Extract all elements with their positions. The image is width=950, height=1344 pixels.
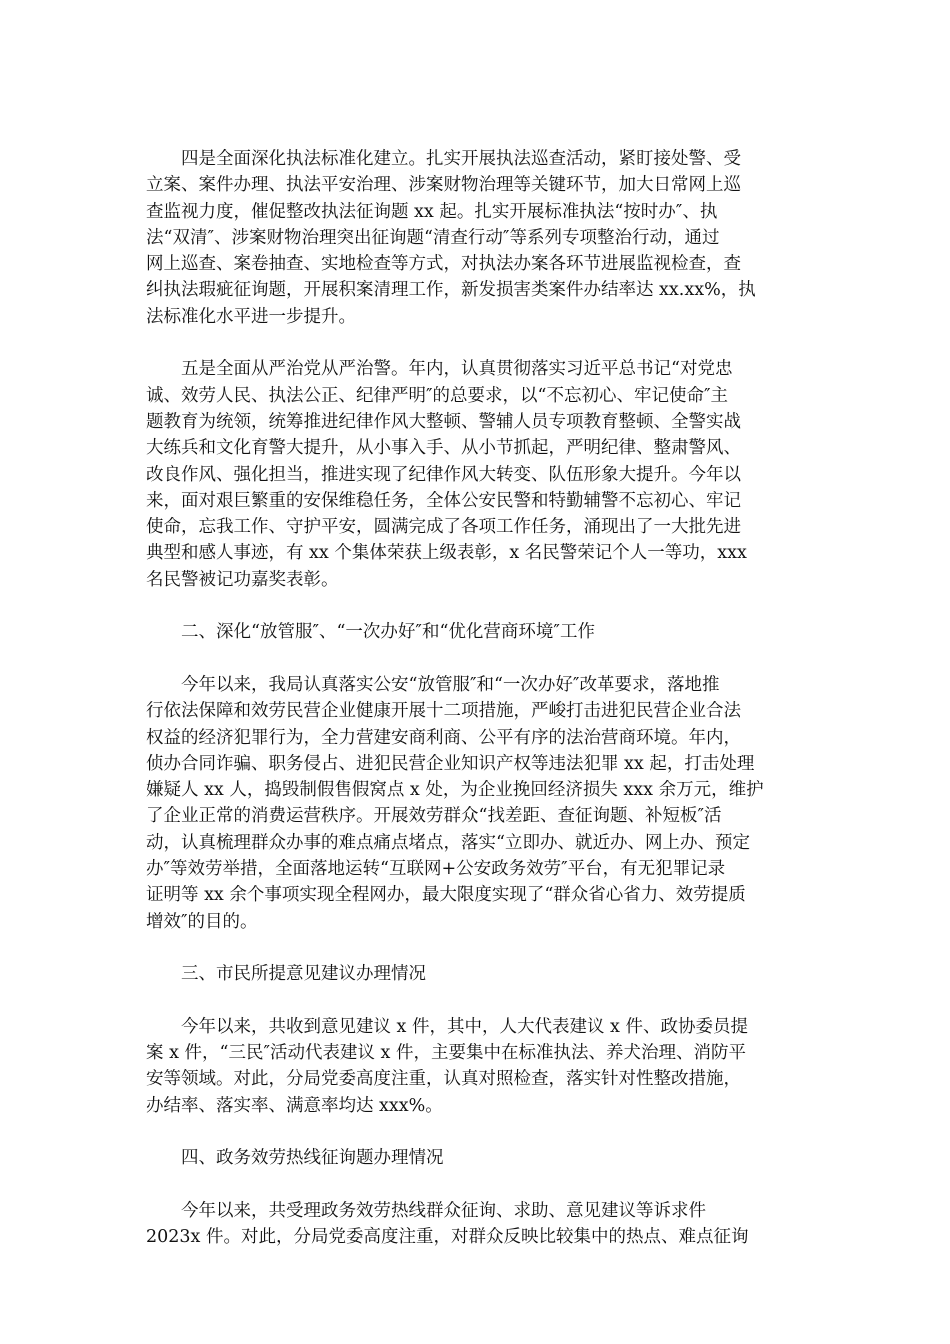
text-line: 了企业正常的消费运营秩序。开展效劳群众“找差距、查征询题、补短板″活 <box>146 806 722 827</box>
document-body <box>146 146 806 1277</box>
text-line: 立案、案件办理、执法平安治理、涉案财物治理等关键环节，加大日常网上巡 <box>146 175 741 196</box>
text-line: 法标准化水平进一步提升。 <box>146 306 356 327</box>
text-line: 法“双清″、涉案财物治理突出征询题“清查行动″等系列专项整治行动，通过 <box>146 227 720 248</box>
text-line: 名民警被记功嘉奖表彰。 <box>146 569 339 590</box>
text-line: 诚、效劳人民、执法公正、纪律严明″的总要求，以“不忘初心、牢记使命″主 <box>146 385 729 406</box>
text-line: 大练兵和文化育警大提升，从小事入手、从小节抓起，严明纪律、整肃警风、 <box>146 438 741 459</box>
text-line: 四、政务效劳热线征询题办理情况 <box>181 1148 444 1169</box>
body-paragraph <box>146 1014 806 1119</box>
text-line: 办″等效劳举措，全面落地运转“互联网+公安政务效劳″平台，有无犯罪记录 <box>146 859 726 880</box>
text-line: 嫌疑人 xx 人，捣毁制假售假窝点 x 处，为企业挽回经济损失 xxx 余万元，维护 <box>146 780 764 801</box>
section-heading <box>146 961 806 987</box>
section-heading <box>146 1145 806 1171</box>
text-line: 三、市民所提意见建议办理情况 <box>181 964 426 985</box>
text-line: 改良作风、强化担当，推进实现了纪律作风大转变、队伍形象大提升。今年以 <box>146 464 741 485</box>
text-line: 纠执法瑕疵征询题，开展积案清理工作，新发损害类案件办结率达 xx.xx%，执 <box>146 280 756 301</box>
body-paragraph <box>146 672 806 935</box>
body-paragraph <box>146 1198 806 1251</box>
text-line: 证明等 xx 余个事项实现全程网办，最大限度实现了“群众省心省力、效劳提质 <box>146 885 746 906</box>
text-line: 案 x 件，“三民″活动代表建议 x 件，主要集中在标准执法、养犬治理、消防平 <box>146 1043 746 1064</box>
text-line: 办结率、落实率、满意率均达 xxx%。 <box>146 1095 443 1116</box>
text-line: 来，面对艰巨繁重的安保维稳任务，全体公安民警和特勤辅警不忘初心、牢记 <box>146 490 741 511</box>
text-line: 今年以来，我局认真落实公安“放管服″和“一次办好″改革要求，落地推 <box>181 674 720 695</box>
text-line: 动，认真梳理群众办事的难点痛点堵点，落实“立即办、就近办、网上办、预定 <box>146 832 750 853</box>
text-line: 题教育为统领，统筹推进纪律作风大整顿、警辅人员专项教育整顿、全警实战 <box>146 411 741 432</box>
text-line: 侦办合同诈骗、职务侵占、进犯民营企业知识产权等违法犯罪 xx 起，打击处理 <box>146 753 755 774</box>
text-line: 典型和感人事迹，有 xx 个集体荣获上级表彰，x 名民警荣记个人一等功，xxx <box>146 543 747 564</box>
text-line: 今年以来，共受理政务效劳热线群众征询、求助、意见建议等诉求件 <box>181 1200 706 1221</box>
body-paragraph <box>146 356 806 593</box>
text-line: 查监视力度，催促整改执法征询题 xx 起。扎实开展标准执法“按时办″、执 <box>146 201 718 222</box>
text-line: 2023x 件。对此，分局党委高度注重，对群众反映比较集中的热点、难点征询 <box>146 1227 749 1248</box>
text-line: 五是全面从严治党从严治警。年内，认真贯彻落实习近平总书记“对党忠 <box>181 359 733 380</box>
text-line: 增效″的目的。 <box>146 911 258 932</box>
body-paragraph <box>146 146 806 330</box>
text-line: 使命，忘我工作、守护平安，圆满完成了各项工作任务，涌现出了一大批先进 <box>146 517 741 538</box>
text-line: 安等领域。对此，分局党委高度注重，认真对照检查，落实针对性整改措施， <box>146 1069 741 1090</box>
text-line: 四是全面深化执法标准化建立。扎实开展执法巡查活动，紧盯接处警、受 <box>181 149 741 169</box>
text-line: 权益的经济犯罪行为，全力营建安商利商、公平有序的法治营商环境。年内， <box>146 727 741 748</box>
text-line: 行依法保障和效劳民营企业健康开展十二项措施，严峻打击进犯民营企业合法 <box>146 701 741 722</box>
text-line: 网上巡查、案卷抽查、实地检查等方式，对执法办案各环节进展监视检查，查 <box>146 254 741 275</box>
text-line: 二、深化“放管服″、“一次办好″和“优化营商环境″工作 <box>181 622 595 643</box>
text-line: 今年以来，共收到意见建议 x 件，其中，人大代表建议 x 件、政协委员提 <box>181 1016 748 1037</box>
section-heading <box>146 619 806 645</box>
